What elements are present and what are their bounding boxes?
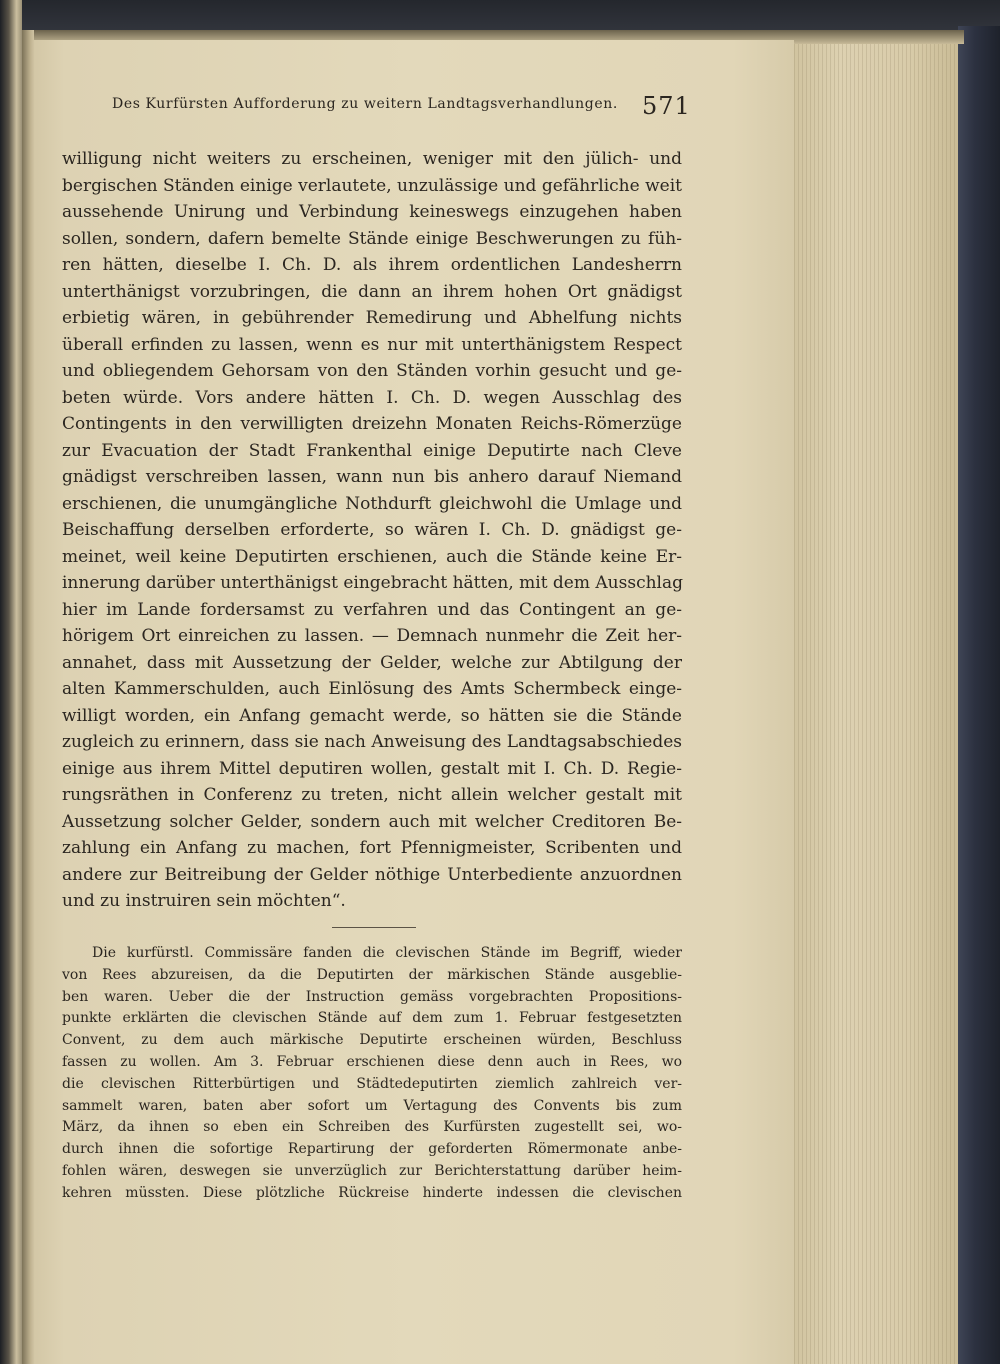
body-line: willigung nicht weiters zu erscheinen, weniger mit den jülich- und — [62, 149, 682, 169]
note-line: fassen zu wollen. Am 3. Februar erschienen diese denn auch in Rees, wo — [62, 1054, 682, 1070]
body-line: zugleich zu erinnern, dass sie nach Anweisung des Landtagsabschiedes — [62, 732, 682, 752]
previous-page-edge — [0, 0, 22, 1364]
body-line: bergischen Ständen einige verlautete, unzulässige und gefährliche weit — [62, 175, 682, 196]
body-line: willigt worden, ein Anfang gemacht werde, so hätten sie die Stände — [62, 705, 682, 726]
note-line: fohlen wären, deswegen sie unverzüglich zur Berichterstattung darüber heim- — [62, 1163, 682, 1179]
body-line: zahlung ein Anfang zu machen, fort Pfennigmeister, Scribenten und — [62, 838, 682, 858]
note-line: März, da ihnen so eben ein Schreiben des Kurfürsten zugestellt sei, wo- — [62, 1119, 682, 1136]
note-line: sammelt waren, baten aber sofort um Vertagung des Convents bis zum — [62, 1097, 682, 1114]
note-line: punkte erklärten die clevischen Stände auf dem zum 1. Februar festgesetzten — [62, 1010, 682, 1027]
note-line: ben waren. Ueber die der Instruction gemäss vorgebrachten Propositions- — [62, 988, 682, 1005]
body-line: hörigem Ort einreichen zu lassen. — Demnach nunmehr die Zeit her- — [62, 626, 682, 646]
note-line: kehren müssten. Diese plötzliche Rückreise hinderte indessen die clevischen — [62, 1184, 682, 1201]
body-line: sollen, sondern, dafern bemelte Stände einige Beschwerungen zu füh- — [62, 228, 682, 249]
note-line: die clevischen Ritterbürtigen und Städtedeputirten ziemlich zahlreich ver- — [62, 1075, 682, 1092]
body-line: Beischaffung derselben erforderte, so wären I. Ch. D. gnädigst ge- — [62, 520, 682, 540]
body-line: meinet, weil keine Deputirten erschienen, auch die Stände keine Er- — [62, 546, 682, 567]
body-line: und obliegendem Gehorsam von den Ständen vorhin gesucht und ge- — [62, 361, 682, 381]
body-line: Contingents in den verwilligten dreizehn Monaten Reichs-Römerzüge — [62, 414, 682, 434]
body-line: unterthänigst vorzubringen, die dann an ihrem hohen Ort gnädigst — [62, 281, 682, 302]
body-line: überall erfinden zu lassen, wenn es nur mit unterthänigstem Respect — [62, 334, 682, 355]
note-line: Convent, zu dem auch märkische Deputirte erscheinen würden, Beschluss — [62, 1032, 682, 1049]
body-line: und zu instruiren sein möchten“. — [62, 891, 346, 911]
body-line: gnädigst verschreiben lassen, wann nun bis anhero darauf Niemand — [62, 467, 682, 487]
body-line: innerung darüber unterthänigst eingebracht hätten, mit dem Ausschlag — [62, 573, 683, 593]
page-number: 571 — [642, 92, 691, 120]
body-line: ren hätten, dieselbe I. Ch. D. als ihrem ordentlichen Landesherrn — [62, 255, 682, 275]
body-line: Aussetzung solcher Gelder, sondern auch mit welcher Creditoren Be- — [62, 811, 682, 832]
section-divider — [332, 927, 416, 928]
note-line: durch ihnen die sofortige Repartirung der geforderten Römermonate anbe- — [62, 1141, 682, 1158]
book-cover-edge — [958, 26, 1000, 1364]
body-line: erbietig wären, in gebührender Remedirung und Abhelfung nichts — [62, 308, 682, 328]
body-line: hier im Lande fordersamst zu verfahren und das Contingent an ge- — [62, 599, 682, 620]
body-line: beten würde. Vors andere hätten I. Ch. D. wegen Ausschlag des — [62, 387, 682, 408]
body-line: aussehende Unirung und Verbindung keineswegs einzugehen haben — [62, 202, 682, 222]
body-line: zur Evacuation der Stadt Frankenthal einige Deputirte nach Cleve — [62, 440, 682, 461]
page-stack-fore-edge — [790, 34, 960, 1364]
body-line: andere zur Beitreibung der Gelder nöthige Unterbediente anzuordnen — [62, 864, 682, 885]
body-line: annahet, dass mit Aussetzung der Gelder, welche zur Abtilgung der — [62, 652, 682, 673]
body-line: erschienen, die unumgängliche Nothdurft gleichwohl die Umlage und — [62, 493, 682, 514]
body-line: rungsräthen in Conferenz zu treten, nicht allein welcher gestalt mit — [62, 785, 682, 805]
body-line: alten Kammerschulden, auch Einlösung des Amts Schermbeck einge- — [62, 679, 682, 699]
running-head: Des Kurfürsten Aufforderung zu weitern Landtagsverhandlungen. — [112, 96, 618, 112]
note-line: Die kurfürstl. Commissäre fanden die clevischen Stände im Begriff, wieder — [92, 945, 682, 961]
note-line: von Rees abzureisen, da die Deputirten der märkischen Stände ausgeblie- — [62, 966, 682, 983]
body-line: einige aus ihrem Mittel deputiren wollen, gestalt mit I. Ch. D. Regie- — [62, 758, 682, 779]
